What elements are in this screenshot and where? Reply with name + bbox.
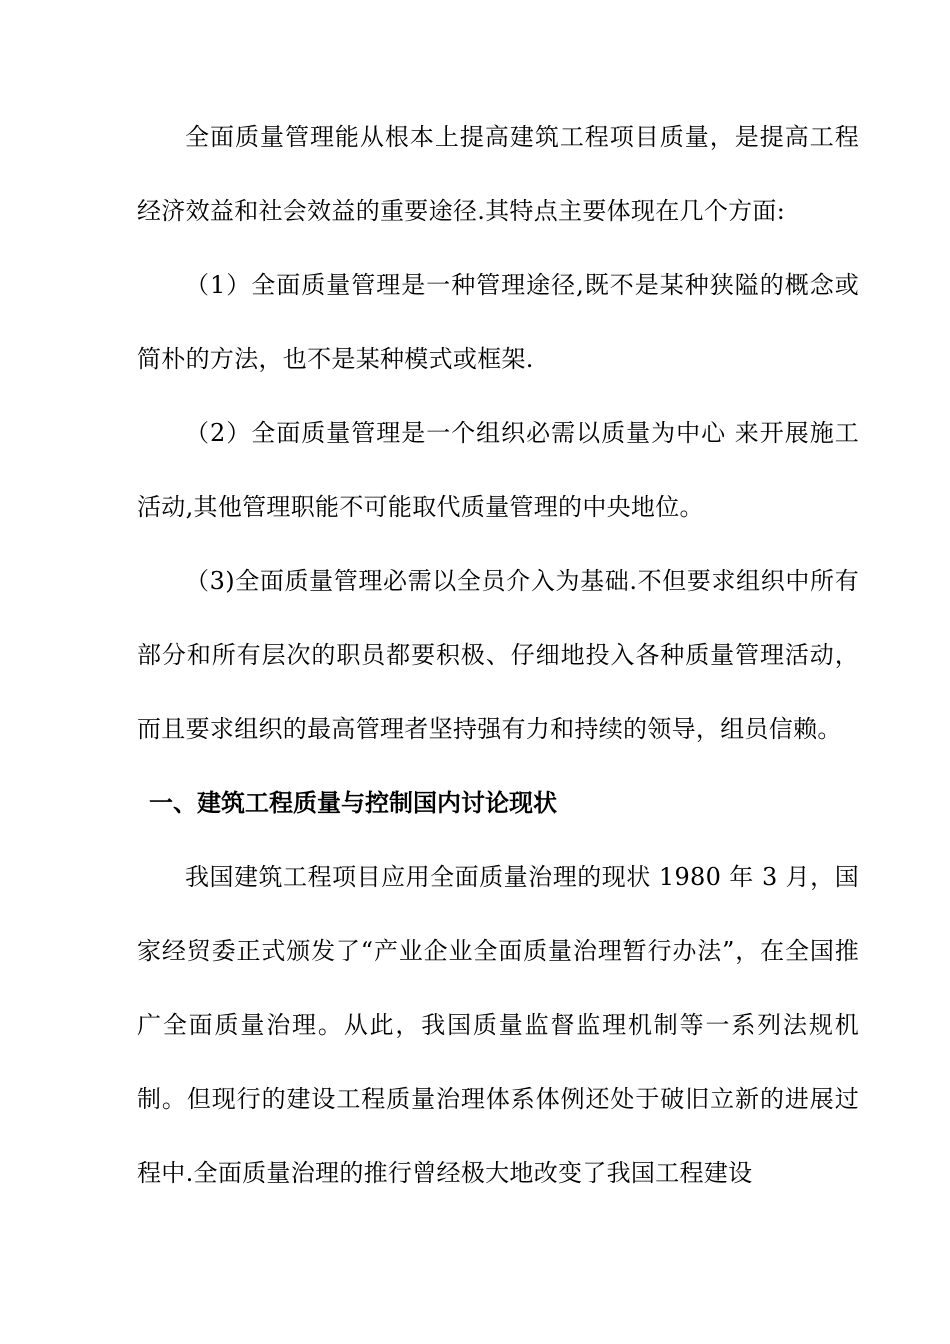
- paragraph-domestic-status: 我国建筑工程项目应用全面质量治理的现状 1980 年 3 月，国家经贸委正式颁发了“产业企业全面质量治理暂行办法”，在全国推广全面质量治理。从此，我国质量监督监理机制等一系列法规机制。但现行的建设工程质量治理体系体例还处于破旧立新的进展过程中.全面质量治理的推行曾经极大地改变了我国工程建设: [137, 863, 859, 1187]
- document-page: [137, 100, 859, 1210]
- paragraph-point-1: （1）全面质量管理是一种管理途径,既不是某种狭隘的概念或简朴的方法，也不是某种模式或框架.: [137, 271, 859, 373]
- paragraph-intro: 全面质量管理能从根本上提高建筑工程项目质量，是提高工程经济效益和社会效益的重要途径.其特点主要体现在几个方面:: [137, 123, 859, 225]
- section-heading: 一、建筑工程质量与控制国内讨论现状: [149, 788, 557, 817]
- paragraph-point-3: （3)全面质量管理必需以全员介入为基础.不但要求组织中所有部分和所有层次的职员都要积极、仔细地投入各种质量管理活动，而且要求组织的最高管理者坚持强有力和持续的领导，组员信赖。: [137, 567, 859, 743]
- paragraph-point-2: （2）全面质量管理是一个组织必需以质量为中心 来开展施工活动,其他管理职能不可能取代质量管理的中央地位。: [137, 419, 859, 521]
